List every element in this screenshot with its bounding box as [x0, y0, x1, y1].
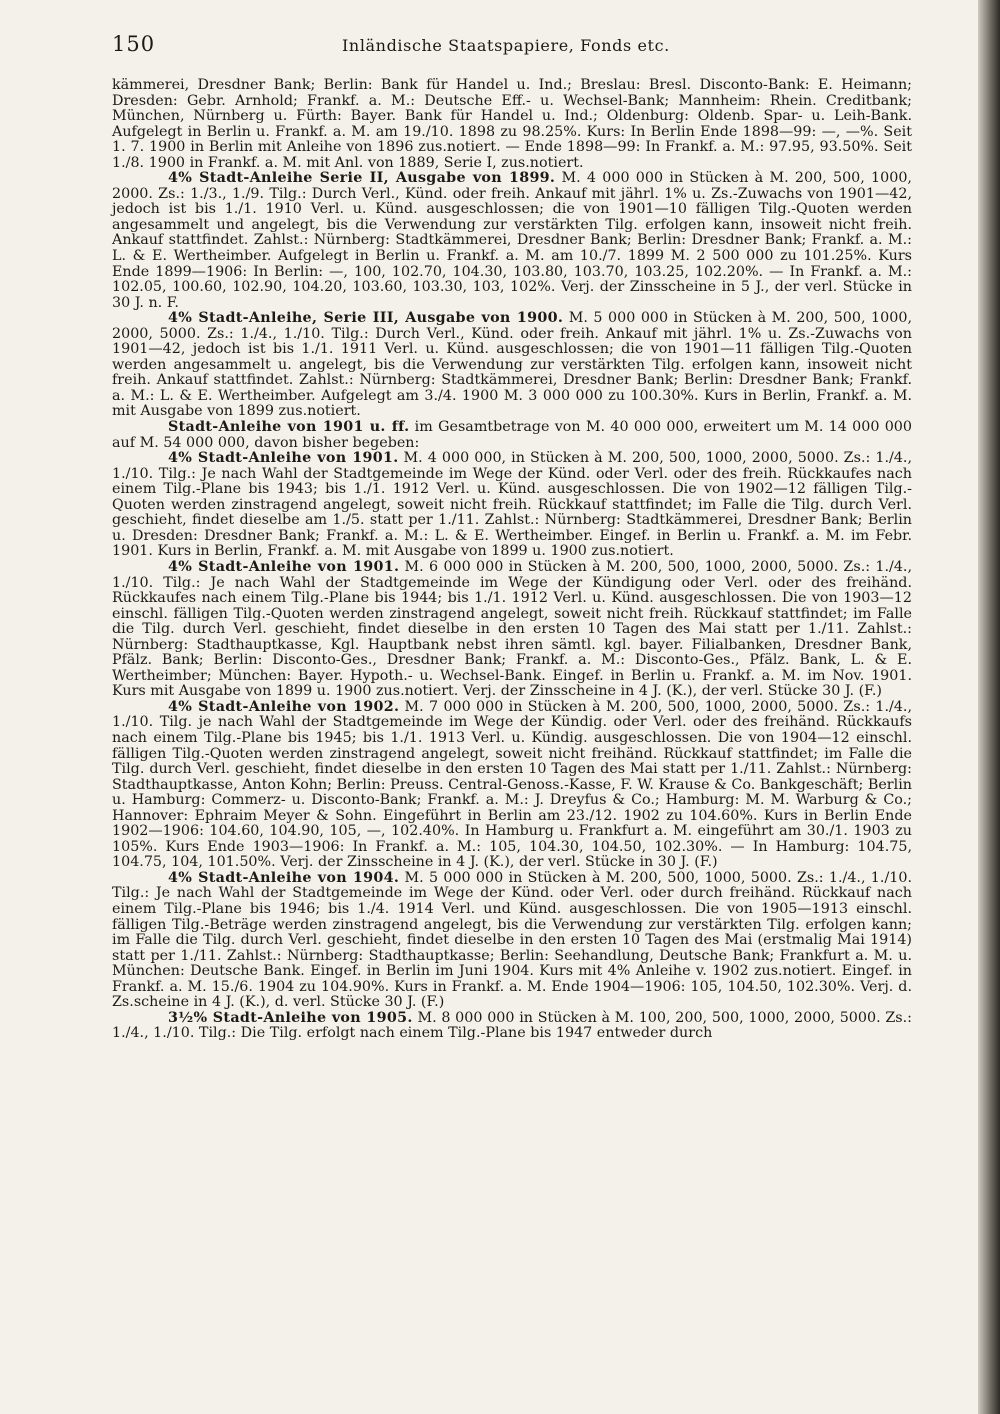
entry-heading: 4% Stadt-Anleihe von 1901. — [168, 450, 399, 467]
entry-heading: 4% Stadt-Anleihe Serie II, Ausgabe von 1899. — [168, 170, 556, 187]
entry-serie-2-1899 — [112, 171, 912, 311]
page-edge-shadow — [978, 0, 1000, 1414]
paragraph-continued — [112, 78, 912, 171]
entry-heading: 4% Stadt-Anleihe von 1904. — [168, 869, 400, 886]
entry-text: M. 6 000 000 in Stücken à M. 200, 500, 1000, 2000, 5000. Zs.: 1./4., 1./10. Tilg.: Je nach Wahl der Stadtgemeinde im Wege der Kündigung oder Verl. oder des freihänd. Rückkaufes nach einem Tilg.-Plane bis 1944; bis 1./1. 1912 Verl. u. Künd. ausgeschlossen. Die von 1903—12 einschl. fälligen Tilg.-Quoten werden zinstragend angelegt, soweit nicht freih. Rückkauf stattfindet; im Falle die Tilg. durch Verl. geschieht, findet dieselbe in den ersten 10 Tagen des Mai statt per 1./11. Zahlst.: Nürnberg: Stadthauptkasse, Kgl. Hauptbank nebst ihren sämtl. kgl. bayer. Filialbanken, Dresdner Bank, Pfälz. Bank; Berlin: Disconto-Ges., Dresdner Bank; Frankf. a. M.: Disconto-Ges., Pfälz. Bank, L. & E. Wertheimber; München: Bayer. Hypoth.- u. Wechsel-Bank. Eingef. in Berlin u. Frankf. a. M. im Nov. 1901. Kurs mit Ausgabe von 1899 u. 1900 zus.notiert. Verj. der Zinsscheine in 4 J. (K.), der verl. Stücke 30 J. (F.) — [112, 558, 912, 700]
entry-text: M. 7 000 000 in Stücken à M. 200, 500, 1000, 2000, 5000. Zs.: 1./4., 1./10. Tilg. je nach Wahl der Stadtgemeinde im Wege der Kündig. oder Verl. oder des freihänd. Rückkaufs nach einem Tilg.-Plane bis 1945; bis 1./1. 1913 Verl. u. Kündig. ausgeschlossen. Die von 1904—12 einschl. fälligen Tilg.-Quoten werden zinstragend angelegt, soweit nicht freihänd. Rückkauf stattfindet; im Falle die Tilg. durch Verl. geschieht, findet dieselbe in den ersten 10 Tagen des Mai statt per 1./11. Zahlst.: Nürnberg: Stadthauptkasse, Anton Kohn; Berlin: Preuss. Central-Genoss.-Kasse, F. W. Krause & Co. Bankgeschäft; Berlin u. Hamburg: Commerz- u. Disconto-Bank; Frankf. a. M.: J. Dreyfus & Co.; Hamburg: M. M. Warburg & Co.; Hannover: Ephraim Meyer & Sohn. Eingeführt in Berlin am 23./12. 1902 zu 104.60%. Kurs in Berlin Ende 1902—1906: 104.60, 104.90, 105, —, 102.40%. In Hamburg u. Frankfurt a. M. eingeführt am 30./1. 1903 zu 105%. Kurs Ende 1903—1906: In Frankf. a. M.: 105, 104.30, 104.50, 102.30%. — In Hamburg: 104.75, 104.75, 104, 101.50%. Verj. der Zinsscheine in 4 J. (K.), der verl. Stücke in 30 J. (F.) — [112, 698, 912, 871]
entry-1901-a — [112, 451, 912, 560]
entry-text: M. 8 000 000 in Stücken à M. 100, 200, 500, 1000, 2000, 5000. Zs.: 1./4., 1./10. Tilg.: Die Tilg. erfolgt nach einem Tilg.-Plane bis 1947 entweder durch — [112, 1009, 912, 1042]
entry-1905 — [112, 1011, 912, 1042]
entry-serie-3-1900 — [112, 311, 912, 420]
entry-heading: 3½% Stadt-Anleihe von 1905. — [168, 1009, 413, 1026]
paragraph-text: kämmerei, Dresdner Bank; Berlin: Bank für Handel u. Ind.; Breslau: Bresl. Disconto-Bank: E. Heimann; Dresden: Gebr. Arnhold; Frankf. a. M.: Deutsche Eff.- u. Wechsel-Bank; Mannheim: Rhein. Creditbank; München, Nürnberg u. Fürth: Bayer. Bank für Handel u. Ind.; Oldenburg: Oldenb. Spar- u. Leih-Bank. Aufgelegt in Berlin u. Frankf. a. M. am 19./10. 1898 zu 98.25%. Kurs: In Berlin Ende 1898—99: —, —%. Seit 1. 7. 1900 in Berlin mit Anleihe von 1896 zus.notiert. — Ende 1898—99: In Frankf. a. M.: 97.95, 93.50%. Seit 1./8. 1900 in Frankf. a. M. mit Anl. von 1889, Serie I, zus.notiert. — [112, 77, 912, 171]
entry-heading: 4% Stadt-Anleihe, Serie III, Ausgabe von 1900. — [168, 310, 564, 327]
entry-text: im Gesamtbetrage von M. 40 000 000, erweitert um M. 14 000 000 auf M. 54 000 000, davon bisher begeben: — [112, 419, 912, 451]
entry-heading: 4% Stadt-Anleihe von 1901. — [168, 558, 400, 575]
entry-text: M. 5 000 000 in Stücken à M. 200, 500, 1000, 5000. Zs.: 1./4., 1./10. Tilg.: Je nach Wahl der Stadtgemeinde im Wege der Künd. oder Verl. oder durch freihänd. Rückkauf nach einem Tilg.-Plane bis 1946; bis 1./4. 1914 Verl. und Künd. ausgeschlossen. Die von 1905—1913 einschl. fälligen Tilg.-Beträge werden zinstragend angelegt, bis die Verwendung zur verstärkten Tilg. erfolgen kann; im Falle die Tilg. durch Verl. geschieht, findet dieselbe in den ersten 10 Tagen des Mai (erstmalig Mai 1914) statt per 1./11. Zahlst.: Nürnberg: Stadthauptkasse; Berlin: Seehandlung, Deutsche Bank; Frankfurt a. M. u. München: Deutsche Bank. Eingef. in Berlin im Juni 1904. Kurs mit 4% Anleihe v. 1902 zus.notiert. Eingef. in Frankf. a. M. 15./6. 1904 zu 104.90%. Kurs in Frankf. a. M. Ende 1904—1906: 105, 104.50, 102.30%. Verj. d. Zs.scheine in 4 J. (K.), d. verl. Stücke 30 J. (F.) — [112, 869, 912, 1011]
entry-text: M. 4 000 000 in Stücken à M. 200, 500, 1000, 2000. Zs.: 1./3., 1./9. Tilg.: Durch Verl., Künd. oder freih. Ankauf mit jährl. 1% u. Zs.-Zuwachs von 1901—42, jedoch ist bis 1./1. 1910 Verl. u. Künd. ausgeschlossen; die von 1901—10 fälligen Tilg.-Quoten werden angesammelt und angelegt, bis die Verwendung zur verstärkten Tilg. erfolgen kann, insoweit nicht freih. Ankauf stattfindet. Zahlst.: Nürnberg: Stadtkämmerei, Dresdner Bank; Berlin: Dresdner Bank; Frankf. a. M.: L. & E. Wertheimber. Aufgelegt in Berlin u. Frankf. a. M. am 10./7. 1899 M. 2 500 000 zu 101.25%. Kurs Ende 1899—1906: In Berlin: —, 100, 102.70, 104.30, 103.80, 103.70, 103.25, 102.20%. — In Frankf. a. M.: 102.05, 100.60, 102.90, 104.20, 103.60, 103.30, 103, 102%. Verj. der Zinsscheine in 5 J., der verl. Stücke in 30 J. n. F. — [112, 170, 912, 311]
document-body — [112, 78, 912, 1042]
entry-heading: 4% Stadt-Anleihe von 1902. — [168, 698, 400, 715]
entry-heading: Stadt-Anleihe von 1901 u. ff. — [168, 419, 410, 436]
entry-text: M. 5 000 000 in Stücken à M. 200, 500, 1000, 2000, 5000. Zs.: 1./4., 1./10. Tilg.: Durch Verl., Künd. oder freih. Ankauf mit jährl. 1% u. Zs.-Zuwachs von 1901—42, jedoch ist bis 1./1. 1911 Verl. u. Künd. ausgeschlossen; die von 1901—11 fälligen Tilg.-Quoten werden angesammelt u. angelegt, bis die Verwendung zur verstärkten Tilg. erfolgen kann, insoweit nicht freih. Ankauf stattfindet. Zahlst.: Nürnberg: Stadtkämmerei, Dresdner Bank; Berlin: Dresdner Bank; Frankf. a. M.: L. & E. Wertheimber. Aufgelegt am 3./4. 1900 M. 3 000 000 zu 100.30%. Kurs in Berlin, Frankf. a. M. mit Ausgabe von 1899 zus.notiert. — [112, 310, 912, 420]
page-header — [112, 32, 902, 62]
entry-1904 — [112, 871, 912, 1011]
entry-1901-b — [112, 560, 912, 700]
page-number: 150 — [112, 32, 156, 56]
entry-1901-ff — [112, 420, 912, 451]
running-title: Inländische Staatspapiere, Fonds etc. — [342, 36, 670, 55]
entry-text: M. 4 000 000, in Stücken à M. 200, 500, 1000, 2000, 5000. Zs.: 1./4., 1./10. Tilg.: Je nach Wahl der Stadtgemeinde im Wege der Künd. oder Verl. oder des freih. Rückkaufes nach einem Tilg.-Plane bis 1943; bis 1./1. 1912 Verl. u. Künd. ausgeschlossen. Die von 1902—12 fälligen Tilg.-Quoten werden zinstragend angelegt, soweit nicht freih. Rückkauf stattfindet; im Falle die Tilg. durch Verl. geschieht, findet dieselbe am 1./5. statt per 1./11. Zahlst.: Nürnberg: Stadtkämmerei, Dresdner Bank; Berlin u. Dresden: Dresdner Bank; Frankf. a. M.: L. & E. Wertheimber. Eingef. in Berlin u. Frankf. a. M. im Febr. 1901. Kurs in Berlin, Frankf. a. M. mit Ausgabe von 1899 u. 1900 zus.notiert. — [112, 450, 913, 560]
entry-1902 — [112, 700, 912, 871]
